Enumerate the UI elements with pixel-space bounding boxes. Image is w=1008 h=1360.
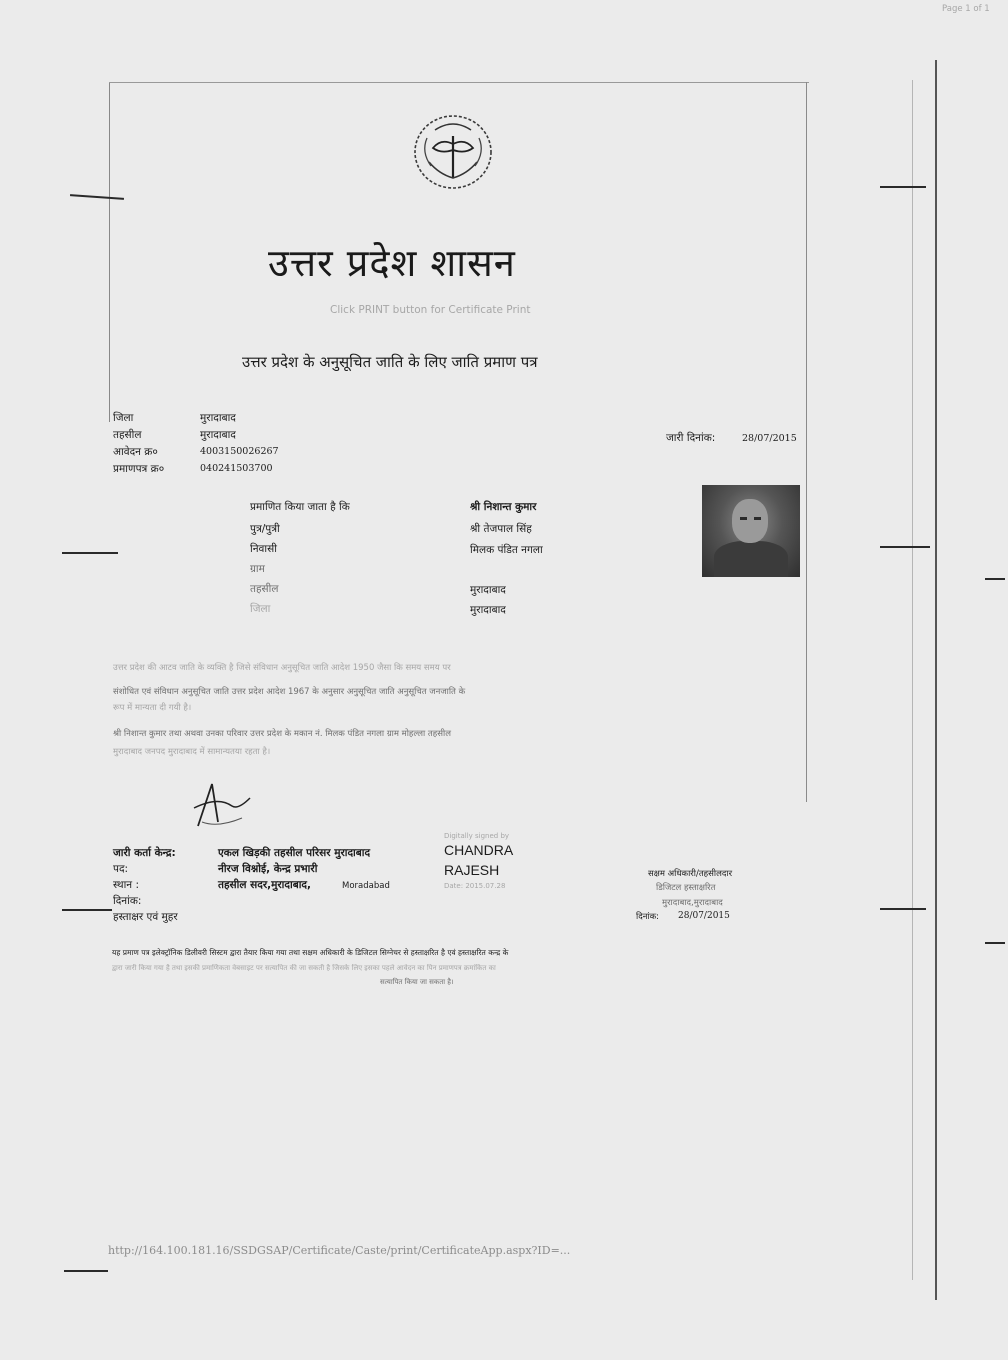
issuing-center-label: जारी कर्ता केन्द्र: (113, 847, 176, 859)
post-label: पद: (113, 863, 129, 875)
scan-mark (62, 909, 112, 911)
officer-date-value: 28/07/2015 (678, 911, 730, 921)
scan-mark (985, 578, 1005, 580)
scan-mark (880, 186, 926, 188)
details-district-label: जिला (250, 603, 271, 615)
frame-right-line (806, 82, 807, 802)
place-label: स्थान : (113, 879, 140, 891)
details-tehsil-value: मुरादाबाद (470, 584, 506, 596)
meta-district-value: मुरादाबाद (200, 412, 236, 424)
officer-digital-sign: डिजिटल हस्ताक्षरित (656, 883, 716, 893)
disclaimer-line1: यह प्रमाण पत्र इलेक्ट्रॉनिक डिलीवरी सिस्टम द्वारा तैयार किया गया तथा सक्षम अधिकारी के डिजिटल सिग्नेचर से हस्ताक्षरित है एवं हस्ताक्षरित कन्द्र के (112, 948, 509, 957)
holder-photo (702, 485, 800, 577)
signer-name-line2: RAJESH (444, 862, 500, 878)
meta-certificate-label: प्रमाणपत्र क्र० (113, 463, 165, 475)
meta-certificate-value: 040241503700 (200, 463, 273, 474)
officer-date-label: दिनांक: (636, 912, 660, 922)
scan-mark (70, 194, 124, 200)
digital-sign-small: Digitally signed by (444, 832, 510, 840)
frame-top-line (109, 82, 809, 83)
officer-title: सक्षम अधिकारी/तहसीलदार (648, 869, 733, 879)
meta-district-label: जिला (113, 412, 134, 424)
scan-mark (64, 1270, 108, 1272)
signature-label: हस्ताक्षर एवं मुहर (113, 911, 178, 923)
up-government-emblem-icon (405, 108, 501, 192)
officer-location: मुरादाबाद,मुरादाबाद (662, 898, 723, 908)
print-url: http://164.100.181.16/SSDGSAP/Certificate/Caste/print/CertificateApp.aspx?ID=... (108, 1244, 571, 1257)
post-value: नीरज विश्नोई, केन्द्र प्रभारी (218, 863, 318, 875)
govt-title: उत्तर प्रदेश शासन (268, 241, 516, 285)
certify-label: प्रमाणित किया जाता है कि (250, 501, 350, 513)
scan-mark (880, 908, 926, 910)
place-value-en: Moradabad (342, 881, 390, 891)
digital-sign-date-small: Date: 2015.07.28 (444, 882, 506, 890)
issue-date-label: जारी दिनांक: (666, 432, 716, 444)
signer-name-line1: CHANDRA (444, 842, 514, 858)
para2-line1: श्री निशान्त कुमार तथा अथवा उनका परिवार उत्तर प्रदेश के मकान नं. मिलक पंडित नगला ग्राम मोहल्ला तहसील (113, 729, 451, 739)
resident-label: निवासी (250, 543, 277, 555)
issue-date-value: 28/07/2015 (742, 433, 797, 444)
scan-edge-right (935, 60, 937, 1300)
handwritten-signature-icon (188, 776, 258, 836)
place-value: तहसील सदर,मुरादाबाद, (218, 879, 311, 891)
resident-value: मिलक पंडित नगला (470, 544, 543, 556)
date-label: दिनांक: (113, 895, 142, 907)
scan-edge-right-inner (912, 80, 913, 1280)
meta-application-label: आवेदन क्र० (113, 446, 158, 458)
meta-tehsil-value: मुरादाबाद (200, 429, 236, 441)
print-note: Click PRINT button for Certificate Print (330, 304, 531, 316)
village-label: ग्राम (250, 563, 265, 575)
details-district-value: मुरादाबाद (470, 604, 506, 616)
page-number-mark: Page 1 of 1 (942, 4, 990, 14)
para1-line1: उत्तर प्रदेश की आटव जाति के व्यक्ति है जिसे संविधान अनुसूचित जाति आदेश 1950 जैसा कि समय समय पर (113, 663, 451, 673)
certificate-title: उत्तर प्रदेश के अनुसूचित जाति के लिए जाति प्रमाण पत्र (242, 353, 538, 371)
para1-line3: रूप में मान्यता दी गयी है। (113, 703, 192, 713)
scan-mark (985, 942, 1005, 944)
issuing-center-value: एकल खिड़की तहसील परिसर मुरादाबाद (218, 847, 371, 859)
meta-tehsil-label: तहसील (113, 429, 142, 441)
para1-line2: संशोधित एवं संविधान अनुसूचित जाति उत्तर प्रदेश आदेश 1967 के अनुसार अनुसूचित जाति अनुसूचित जनजाति के (113, 687, 466, 697)
disclaimer-line3: सत्यापित किया जा सकता है। (380, 978, 454, 986)
scan-mark (880, 546, 930, 548)
meta-application-value: 4003150026267 (200, 446, 279, 457)
father-name: श्री तेजपाल सिंह (470, 523, 532, 535)
holder-name: श्री निशान्त कुमार (470, 501, 537, 513)
para2-line2: मुरादाबाद जनपद मुरादाबाद में सामान्यतया रहता है। (113, 747, 271, 757)
scan-mark (62, 552, 118, 554)
disclaimer-line2: द्वारा जारी किया गया है तथा इसकी प्रमाणिकता वेबसाइट पर सत्यापित की जा सकती है जिसके लिए इसका पहले आवेदन का पिन प्रमाणपत्र क्रमांकित का (112, 964, 496, 972)
details-tehsil-label: तहसील (250, 583, 279, 595)
son-of-label: पुत्र/पुत्री (250, 523, 280, 535)
frame-left-line (109, 82, 110, 422)
